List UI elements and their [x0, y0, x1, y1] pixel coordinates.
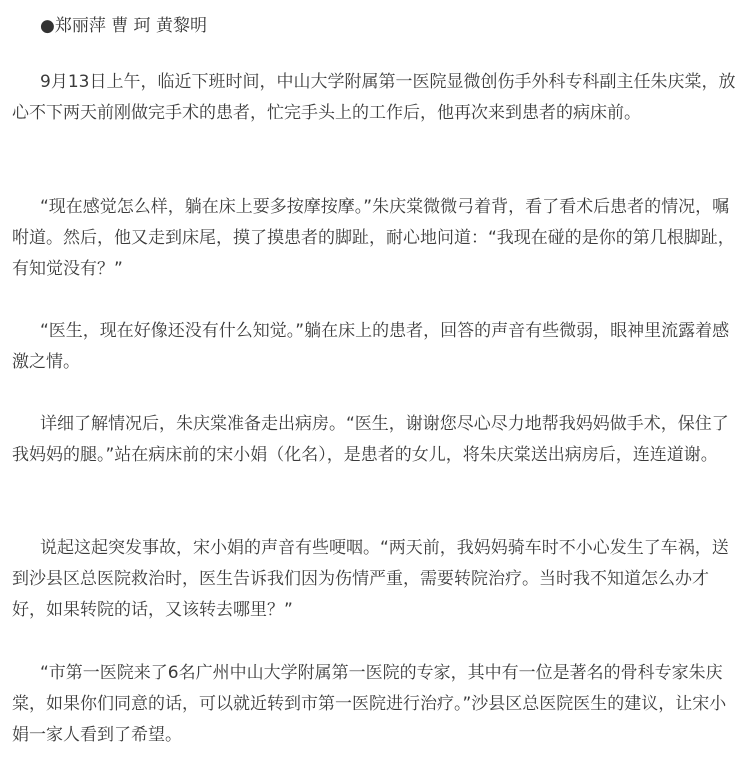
article-byline: ●郑丽萍 曹 珂 黄黎明	[40, 16, 208, 36]
paragraph-1: 9月13日上午，临近下班时间，中山大学附属第一医院显微创伤手外科专科副主任朱庆棠，放心不下两天前刚做完手术的患者，忙完手头上的工作后，他再次来到患者的病床前。	[12, 72, 736, 123]
paragraph-2: “现在感觉怎么样，躺在床上要多按摩按摩。”朱庆棠微微弓着背，看了看术后患者的情况，嘱咐道。然后，他又走到床尾，摸了摸患者的脚趾，耐心地问道：“我现在碰的是你的第几根脚趾，有知觉没有？”	[12, 197, 735, 279]
paragraph-3: “医生，现在好像还没有什么知觉。”躺在床上的患者，回答的声音有些微弱，眼神里流露着感激之情。	[12, 321, 730, 372]
paragraph-5: 说起这起突发事故，宋小娟的声音有些哽咽。“两天前，我妈妈骑车时不小心发生了车祸，送到沙县区总医院救治时，医生告诉我们因为伤情严重，需要转院治疗。当时我不知道怎么办才好，如果转院的话，又该转去哪里？”	[12, 538, 729, 620]
paragraph-6: “市第一医院来了6名广州中山大学附属第一医院的专家，其中有一位是著名的骨科专家朱庆棠，如果你们同意的话，可以就近转到市第一医院进行治疗。”沙县区总医院医生的建议，让宋小娟一家人看到了希望。	[12, 663, 727, 745]
paragraph-4: 详细了解情况后，朱庆棠准备走出病房。“医生，谢谢您尽心尽力地帮我妈妈做手术，保住了我妈妈的腿。”站在病床前的宋小娟（化名），是患者的女儿，将朱庆棠送出病房后，连连道谢。	[12, 414, 729, 465]
